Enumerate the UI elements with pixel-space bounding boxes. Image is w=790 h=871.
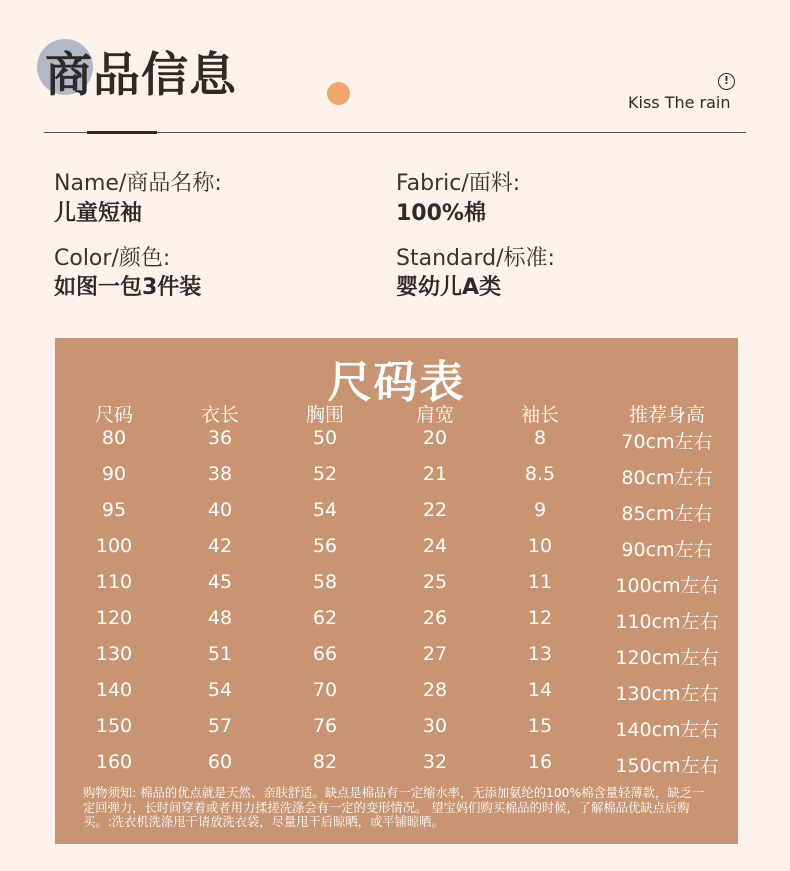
table-cell: 110cm左右 bbox=[615, 611, 719, 633]
table-cell: 100 bbox=[95, 535, 133, 557]
table-cell: 85cm左右 bbox=[621, 503, 713, 525]
table-cell: 28 bbox=[422, 679, 448, 701]
table-cell: 9 bbox=[533, 499, 547, 521]
table-cell: 21 bbox=[422, 463, 448, 485]
table-cell: 30 bbox=[422, 715, 448, 737]
table-cell: 150cm左右 bbox=[615, 755, 719, 777]
table-cell: 24 bbox=[422, 535, 448, 557]
table-cell: 90cm左右 bbox=[621, 539, 713, 561]
table-cell: 38 bbox=[207, 463, 233, 485]
table-cell: 60 bbox=[207, 751, 233, 773]
exclamation-icon: ! bbox=[718, 73, 735, 90]
table-cell: 10 bbox=[527, 535, 553, 557]
table-cell: 36 bbox=[207, 427, 233, 449]
table-cell: 80cm左右 bbox=[621, 467, 713, 489]
table-cell: 120 bbox=[95, 607, 133, 629]
header-divider-accent bbox=[87, 131, 157, 134]
table-cell: 95 bbox=[101, 499, 127, 521]
table-cell: 45 bbox=[207, 571, 233, 593]
table-cell: 40 bbox=[207, 499, 233, 521]
table-cell: 50 bbox=[312, 427, 338, 449]
table-cell: 130 bbox=[95, 643, 133, 665]
table-cell: 52 bbox=[312, 463, 338, 485]
table-cell: 11 bbox=[527, 571, 553, 593]
spec-standard-label: Standard/标准: bbox=[396, 246, 555, 271]
spec-fabric-label: Fabric/面料: bbox=[396, 171, 521, 196]
table-cell: 76 bbox=[312, 715, 338, 737]
spec-name-label: Name/商品名称: bbox=[54, 171, 222, 196]
table-cell: 42 bbox=[207, 535, 233, 557]
table-cell: 14 bbox=[527, 679, 553, 701]
decorative-orange-dot bbox=[327, 82, 350, 105]
table-header-cell: 衣长 bbox=[200, 404, 240, 426]
table-header-cell: 推荐身高 bbox=[628, 404, 706, 426]
table-cell: 80 bbox=[101, 427, 127, 449]
spec-standard-value: 婴幼儿A类 bbox=[396, 275, 502, 300]
size-chart-title: 尺码表 bbox=[327, 357, 466, 408]
page-title: 商品信息 bbox=[45, 48, 237, 103]
table-cell: 12 bbox=[527, 607, 553, 629]
table-cell: 110 bbox=[95, 571, 133, 593]
table-cell: 70cm左右 bbox=[621, 431, 713, 453]
table-cell: 66 bbox=[312, 643, 338, 665]
table-cell: 140 bbox=[95, 679, 133, 701]
table-cell: 62 bbox=[312, 607, 338, 629]
table-cell: 22 bbox=[422, 499, 448, 521]
table-cell: 150 bbox=[95, 715, 133, 737]
table-cell: 15 bbox=[527, 715, 553, 737]
table-cell: 32 bbox=[422, 751, 448, 773]
table-header-cell: 袖长 bbox=[520, 404, 560, 426]
table-cell: 20 bbox=[422, 427, 448, 449]
table-cell: 82 bbox=[312, 751, 338, 773]
table-cell: 130cm左右 bbox=[615, 683, 719, 705]
table-cell: 100cm左右 bbox=[615, 575, 719, 597]
table-cell: 56 bbox=[312, 535, 338, 557]
table-cell: 8 bbox=[533, 427, 547, 449]
table-cell: 120cm左右 bbox=[615, 647, 719, 669]
spec-fabric-value: 100%棉 bbox=[396, 201, 486, 226]
table-cell: 54 bbox=[207, 679, 233, 701]
size-chart-panel bbox=[55, 338, 738, 844]
table-header-cell: 肩宽 bbox=[415, 404, 455, 426]
table-cell: 8.5 bbox=[524, 463, 556, 485]
table-header-cell: 尺码 bbox=[94, 404, 134, 426]
table-cell: 58 bbox=[312, 571, 338, 593]
table-cell: 48 bbox=[207, 607, 233, 629]
table-cell: 51 bbox=[207, 643, 233, 665]
table-cell: 70 bbox=[312, 679, 338, 701]
table-cell: 13 bbox=[527, 643, 553, 665]
purchase-note: 购物须知: 棉品的优点就是天然、亲肤舒适。缺点是棉品有一定缩水率，无添加氨纶的100%棉含量轻薄款，缺乏一定回弹力，长时间穿着或者用力揉搓洗涤会有一定的变形情况。 望宝妈们购买棉品的时候，了解棉品优缺点后购买。:洗衣机洗涤甩干请放洗衣袋，尽量甩干后晾晒，或平铺晾晒。 bbox=[83, 786, 705, 829]
table-cell: 27 bbox=[422, 643, 448, 665]
table-cell: 160 bbox=[95, 751, 133, 773]
table-header-cell: 胸围 bbox=[305, 404, 345, 426]
spec-name-value: 儿童短袖 bbox=[54, 201, 143, 226]
spec-color-value: 如图一包3件装 bbox=[54, 275, 202, 300]
table-cell: 16 bbox=[527, 751, 553, 773]
spec-color-label: Color/颜色: bbox=[54, 246, 171, 271]
table-cell: 57 bbox=[207, 715, 233, 737]
table-cell: 140cm左右 bbox=[615, 719, 719, 741]
table-cell: 25 bbox=[422, 571, 448, 593]
table-cell: 90 bbox=[101, 463, 127, 485]
table-cell: 26 bbox=[422, 607, 448, 629]
brand-slogan: Kiss The rain bbox=[628, 93, 731, 112]
table-cell: 54 bbox=[312, 499, 338, 521]
